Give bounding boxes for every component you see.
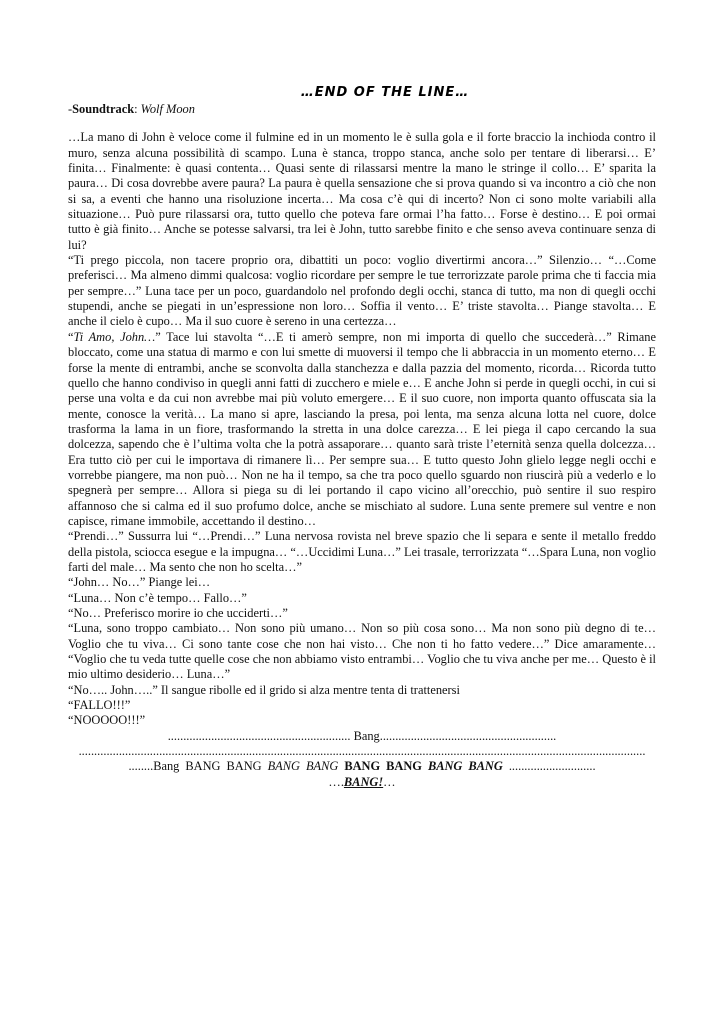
paragraph-4: “Prendi…” Sussurra lui “…Prendi…” Luna nervosa rovista nel breve spazio che li separa e sente il metallo freddo della pistola, sciocca esegue e la impugna… “…Uccidimi Luna…” Lei trasale, terrorizzata “…Spara Luna, non voglio farti del male… Ma sento che non ho scelta…”	[68, 529, 656, 574]
bang-word-8: BANG	[468, 759, 503, 774]
paragraph-1: …La mano di John è veloce come il fulmine ed in un momento le è sulla gola e il forte braccio la inchioda contro il muro, senza alcuna possibilità di scampo. Luna è stanca, troppo stanca, anche solo per tentare di liberarsi… E’ finita… Finalmente: è quasi contenta… Quasi sente di rilassarsi mentre la mano le stringe il collo… E’ sparita la paura… Di cosa dovrebbe avere paura? La paura è quella sensazione che si prova quando si va incontro a ciò che non si sa, a eventi che hanno una risoluzione incerta… Ma cosa c’è qui di incerto? Non ci sono molte variabili alla situazione… Può pure rilassarsi ora, tutto quello che poteva fare ormai l’ha fatto… Forse è destino… E poi ormai tutto è già finito… Anche se potesse salvarsi, tra lei è John, tutto sarebbe finito e che senso aveva continuare senza di lui?	[68, 130, 656, 252]
dialogue-line-2: “Luna… Non c’è tempo… Fallo…”	[68, 590, 247, 605]
dialogue-line-6: “NOOOOO!!!”	[68, 713, 146, 728]
soundtrack-line: -Soundtrack: Wolf Moon	[68, 102, 195, 116]
paragraph-3: “Ti Amo, John…” Tace lui stavolta “…E ti amerò sempre, non mi importa di quello che succederà…” Rimane bloccato, come una statua di marmo e con lui smette di muoversi il tempo che li abbraccia in un momento eterno… E forse la mente di entrambi, anche se sconvolta dalla stanchezza e dalla pazzia del momento, ricorda… Ricorda tutto quello che hanno condiviso in quegli anni fatti di zucchero e miele e… E anche John si perde in quegli occhi, in cui si perse una volta e da cui non avrebbe mai più voluto emergere… E il suo cuore, non importa quanto offuscata sia la mente, conosce la verità… La mano si apre, lasciando la presa, poi lenta, ma senza alcuna lotta nel cuore, dolce trasforma la lama in un fiore, trasformando la stretta in una dolce carezza… E lei piega il capo cercando la sua dolcezza, sapendo che è l’ultima volta che la potrà assaporare… quanto sarà triste l’eternità senza quella dolcezza… Era tutto ciò per cui le importava di rimanere lì… Per sempre sua… E tutto questo John glielo legge negli occhi e vorrebbe piangere, ma non può… Non ne ha il tempo, sa che tra poco quello sguardo non riuscirà più a vederlo e lo spegnerà per sempre… Allora si piega su di lei portando il capo vicino all’orecchio, può sentire il suo respiro affannoso che si calma ed il suo profumo dolce, anche se mischiato al sudore. Luna sente premere sul ventre e non capisce, rimane immobile, accettando il destino…	[68, 329, 656, 528]
bang-word-3: BANG	[267, 759, 300, 774]
bang-word-6: BANG	[386, 759, 422, 774]
final-tail: …	[383, 774, 396, 789]
paragraph-5: “Luna, sono troppo cambiato… Non sono più umano… Non so più cosa sono… Ma non sono più degno di te… Voglio che tu viva… Ci sono tante cose che non hai visto… Che non ti ho fatto vedere…” Dice amaramente… “Voglio che tu veda tutte quelle cose che non abbiamo visto entrambi… Voglio che tu viva anche per me… Questo è il mio ultimo desiderio… Luna…”	[68, 621, 656, 682]
paragraph-3-italic: Ti Amo, John…	[73, 329, 156, 344]
bang-lead: ........Bang	[128, 759, 180, 774]
dialogue-line-3: “No… Preferisco morire io che ucciderti…”	[68, 606, 288, 620]
final-bang-line	[68, 775, 656, 790]
document-page	[68, 84, 656, 790]
final-bang-word: BANG!	[343, 774, 384, 789]
bang-word-1: BANG	[185, 759, 221, 774]
paragraph-2: “Ti prego piccola, non tacere proprio ora, dibattiti un poco: voglio divertirmi ancora…” Silenzio… “…Come preferisci… Ma almeno dimmi qualcosa: voglio ricordare per sempre le tue terrorizzate parole prima che ti faccia mia per sempre…” Luna tace per un poco, guardandolo nel profondo degli occhi, stanca di tutto, ma non di quegli occhi stupendi, anche se piegati in un’espressione non loro… Soffia il vento… E’ triste stavolta… Piange stavolta… E anche il cielo è cupo… Ma il suo cuore è sereno in una certezza…	[68, 253, 656, 329]
soundtrack-prefix: -	[68, 102, 73, 116]
dialogue-line-4: “No….. John…..” Il sangue ribolle ed il grido si alza mentre tenta di trattenersi	[68, 682, 460, 697]
story-title: …END OF THE LINE…	[300, 85, 470, 100]
bang-tail: ............................	[508, 759, 596, 774]
bang-word-4: BANG	[305, 759, 339, 774]
dialogue-line-1: “John… No…” Piange lei…	[68, 575, 211, 590]
soundtrack-label: Soundtrack	[72, 102, 135, 116]
bang-word-5: BANG	[344, 759, 381, 774]
bang-line-3	[68, 759, 656, 774]
soundtrack-value: Wolf Moon	[140, 102, 195, 116]
paragraph-3-text: ” Tace lui stavolta “…E ti amerò sempre, non mi importa di quello che succederà…” Rimane bloccato, come una statua di marmo e con lui smette di muoversi il tempo che li abbraccia in un momento eterno… E forse la mente di entrambi, anche se sconvolta dalla stanchezza e dalla pazzia del momento, ricorda… Ricorda tutto quello che hanno condiviso in quegli anni fatti di zucchero e miele e… E anche John si perde in quegli occhi, in cui si perse una volta e da cui non avrebbe mai più voluto emergere… E il suo cuore, non importa quanto offuscata sia la mente, conosce la verità… La mano si apre, lasciando la presa, poi lenta, ma senza alcuna lotta nel cuore, dolce trasforma la lama in un fiore, trasformando la stretta in una dolce carezza… E lei piega il capo cercando la sua dolcezza, sapendo che è l’ultima volta che la potrà assaporare… quanto sarà triste l’eternità senza quella dolcezza… Era tutto ciò per cui le importava di rimanere lì… Per sempre sua… E tutto questo John glielo legge negli occhi e vorrebbe piangere, ma non può… Non ne ha il tempo, sa che tra poco quello sguardo non riuscirà più a vederlo e lo spegnerà per sempre… Allora si piega su di lei portando il capo vicino all’orecchio, può sentire il suo respiro affannoso che si calma ed il suo profumo dolce, anche se mischiato al sudore. Luna sente premere sul ventre e non capisce, rimane immobile, accettando il destino…	[68, 329, 656, 528]
bang-word-2: BANG	[226, 759, 262, 774]
bang-word-7: BANG	[427, 759, 463, 774]
final-lead: ….	[328, 774, 344, 789]
bang-line-1: ........................................................... Bang.........................................................	[167, 728, 557, 743]
dot-line: .......................................................................................................................................................................................	[78, 744, 646, 759]
dialogue-line-5: “FALLO!!!”	[68, 698, 131, 713]
